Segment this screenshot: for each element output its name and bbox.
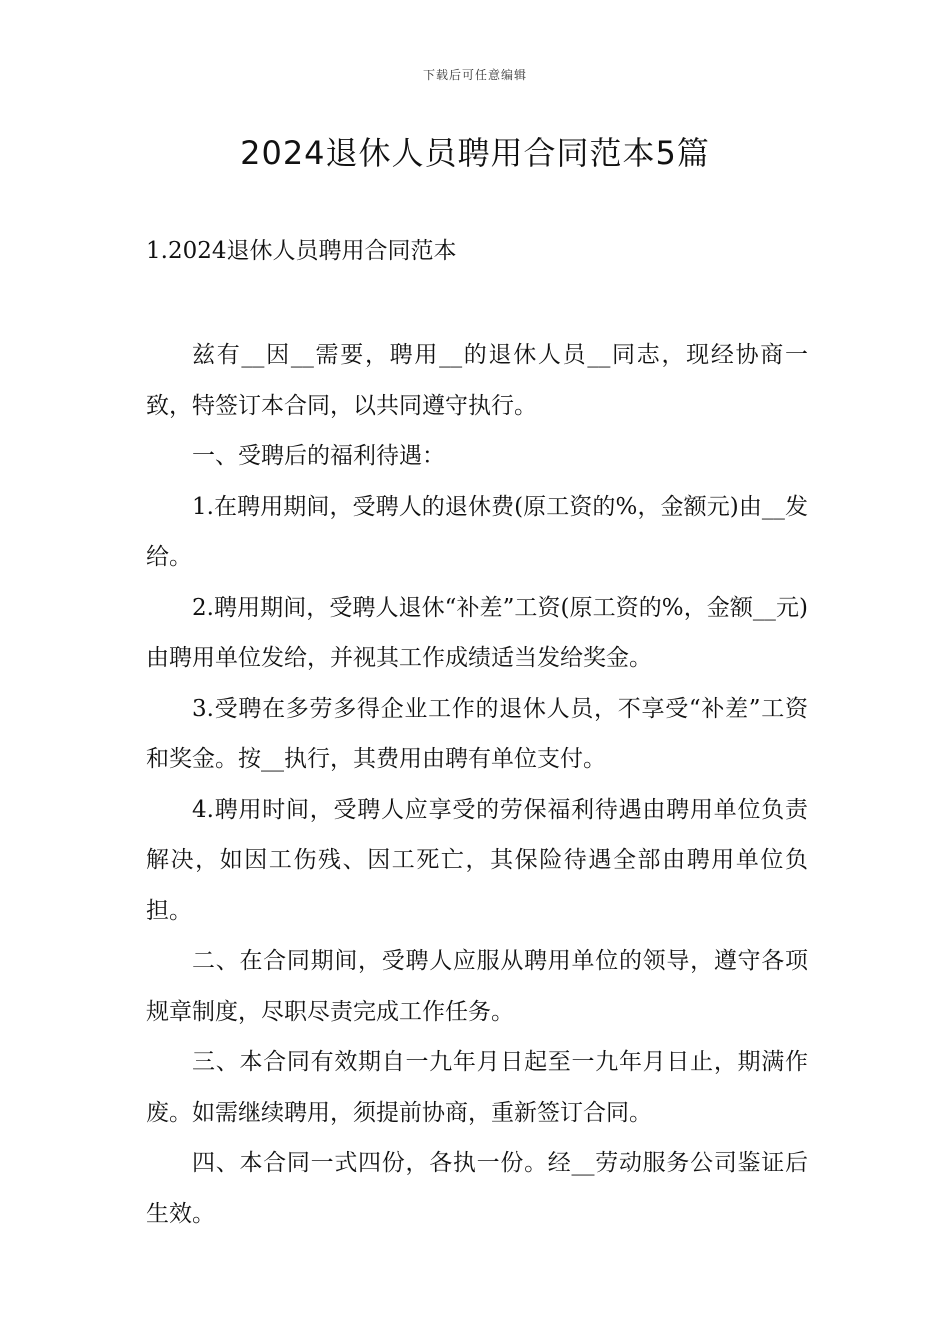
- paragraph-clause-3: 三、本合同有效期自一九年月日起至一九年月日止，期满作废。如需继续聘用，须提前协商，重新签订合同。: [146, 1049, 808, 1126]
- paragraph-benefit-1: 1.在聘用期间，受聘人的退休费(原工资的%，金额元)由__发给。: [146, 493, 808, 570]
- paragraph-clause-2: 二、在合同期间，受聘人应服从聘用单位的领导，遵守各项规章制度，尽职尽责完成工作任务。: [146, 948, 808, 1025]
- paragraph-benefit-2: 2.聘用期间，受聘人退休“补差”工资(原工资的%，金额__元)由聘用单位发给，并视其工作成绩适当发给奖金。: [146, 594, 808, 671]
- header-note: 下载后可任意编辑: [422, 68, 527, 82]
- paragraph-benefit-4: 4.聘用时间，受聘人应享受的劳保福利待遇由聘用单位负责解决，如因工伤残、因工死亡，其保险待遇全部由聘用单位负担。: [146, 796, 808, 924]
- page-title: 2024退休人员聘用合同范本5篇: [240, 134, 710, 172]
- section-heading: 1.2024退休人员聘用合同范本: [146, 238, 457, 264]
- contract-body: [146, 330, 808, 1239]
- paragraph-clause-4: 四、本合同一式四份，各执一份。经__劳动服务公司鉴证后生效。: [146, 1150, 808, 1227]
- paragraph-benefit-3: 3.受聘在多劳多得企业工作的退休人员，不享受“补差”工资和奖金。按__执行，其费用由聘有单位支付。: [146, 695, 808, 772]
- paragraph-intro: 兹有__因__需要，聘用__的退休人员__同志，现经协商一致，特签订本合同，以共同遵守执行。: [146, 342, 808, 419]
- paragraph-benefits-heading: 一、受聘后的福利待遇：: [192, 443, 445, 469]
